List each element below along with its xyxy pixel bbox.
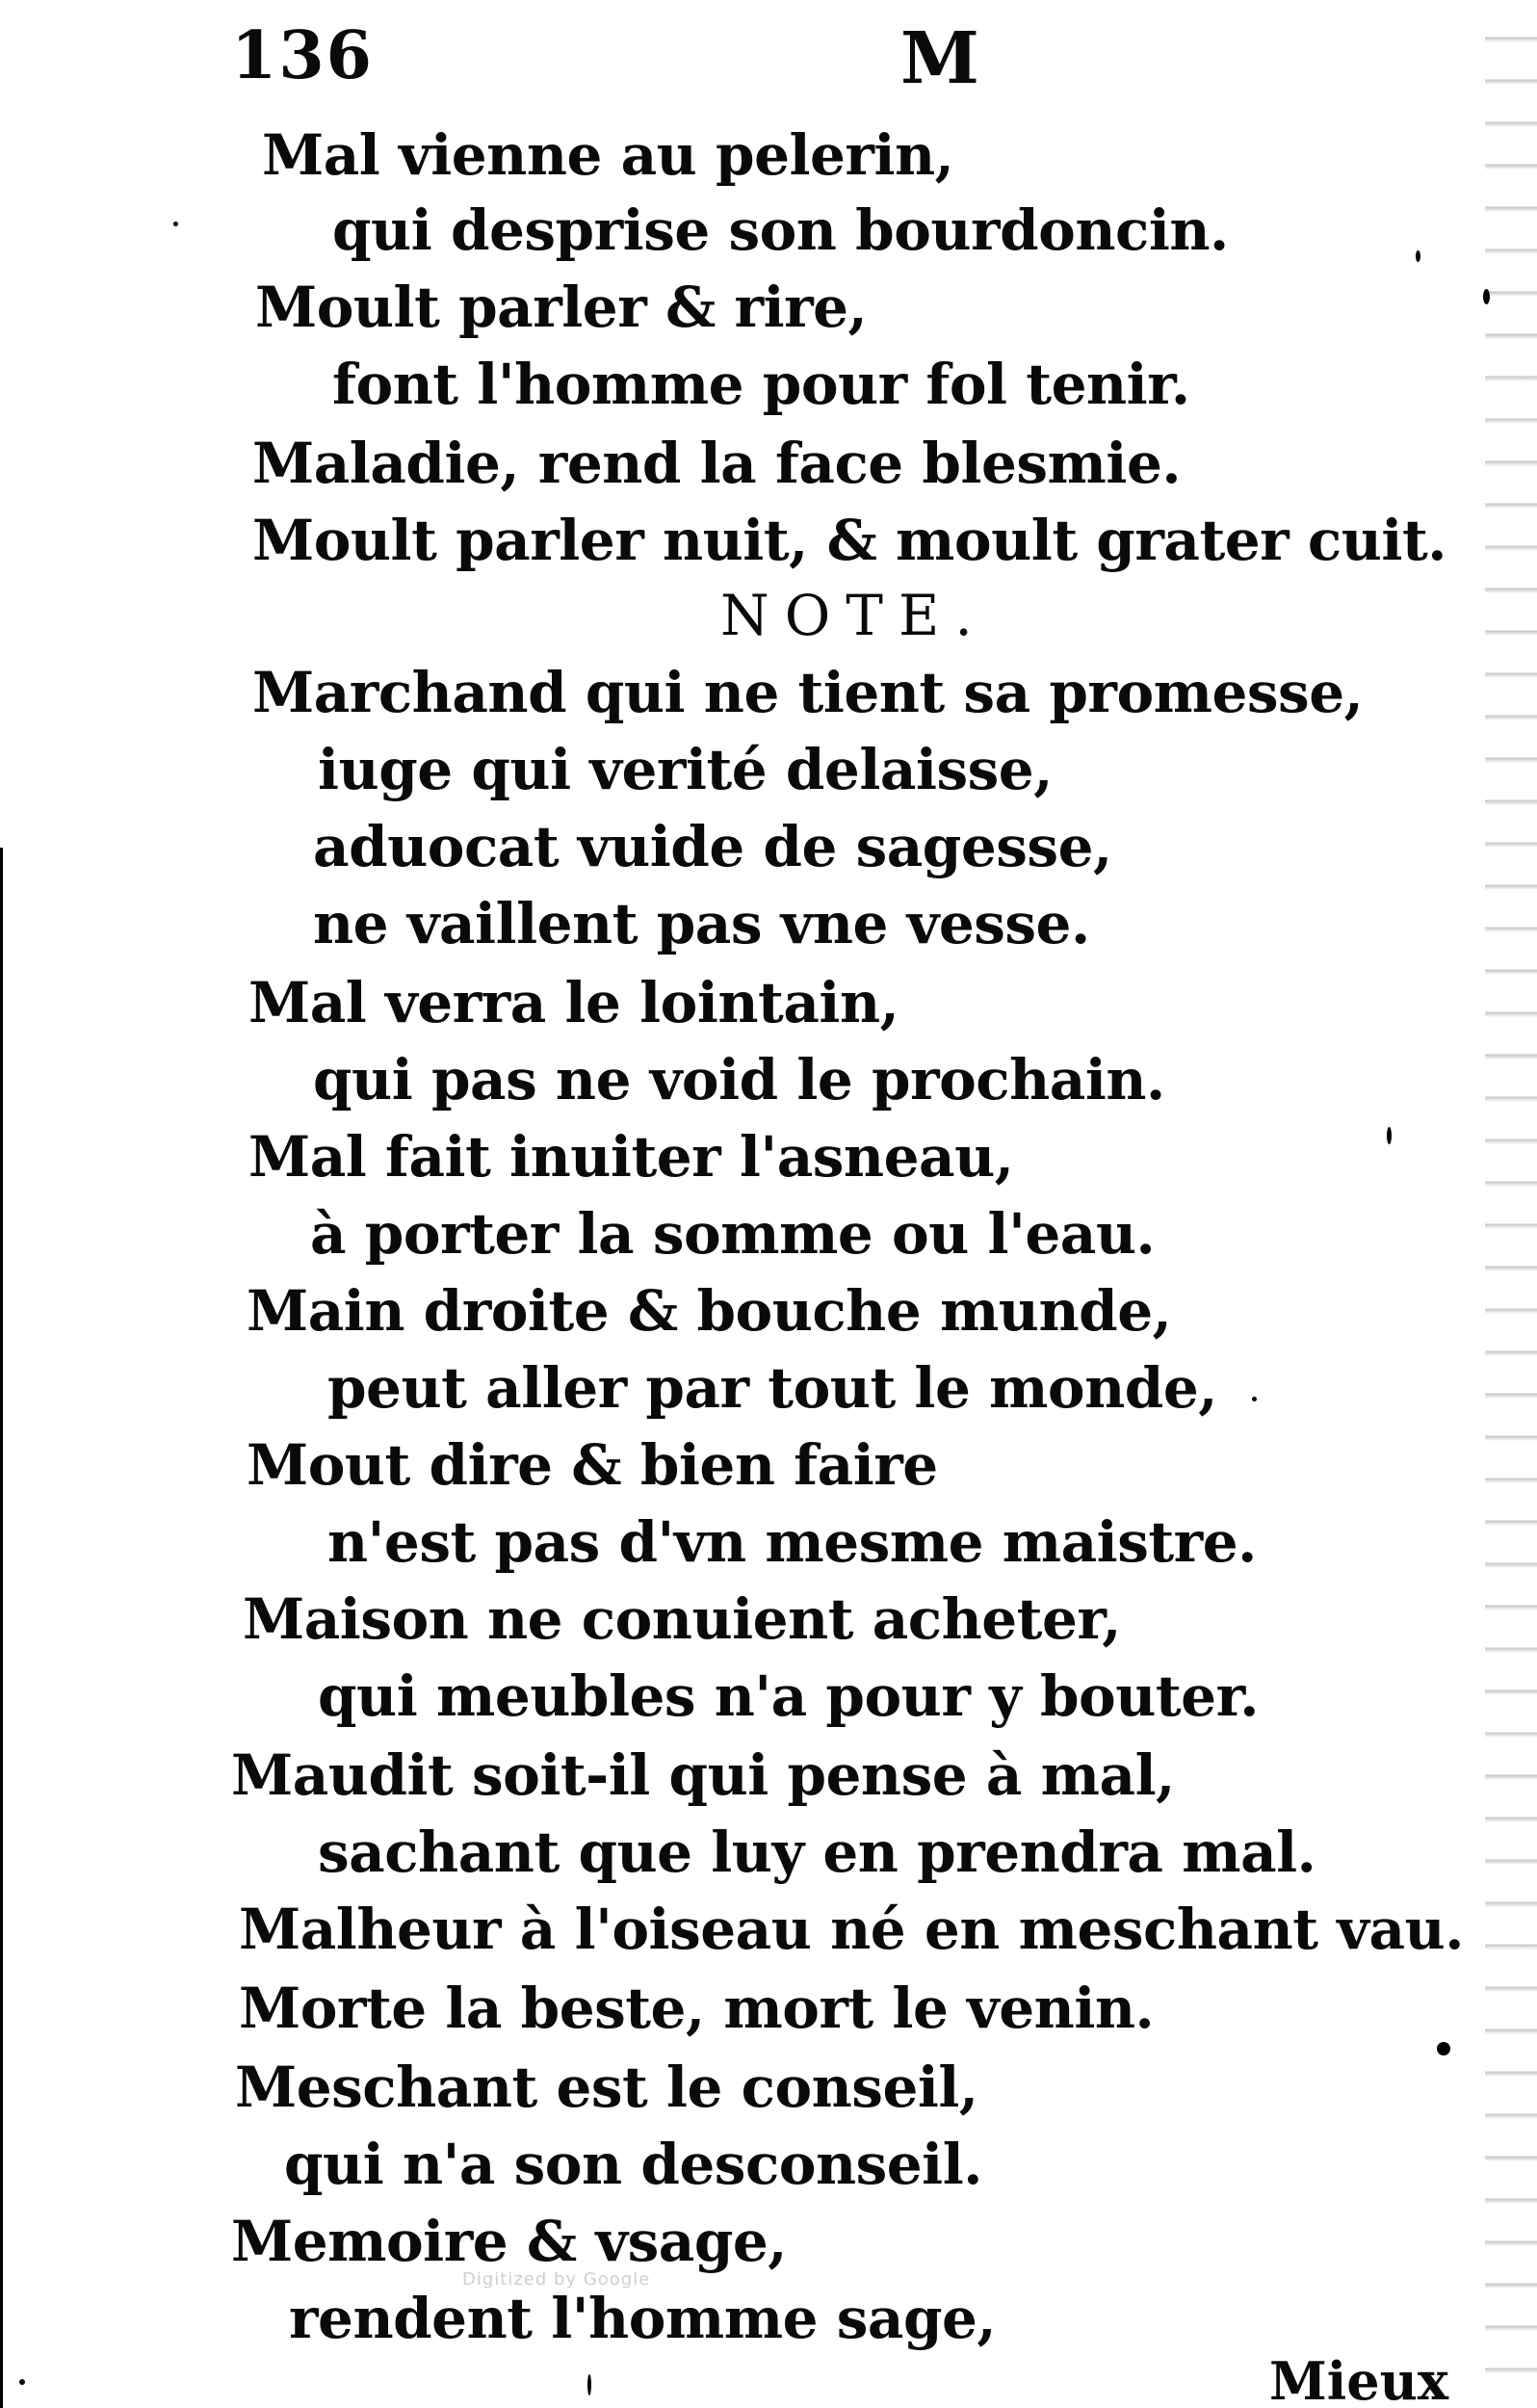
proverb-line: n'est pas d'vn mesme maistre. <box>327 1509 1257 1575</box>
proverb-line: Maladie, rend la face blesmie. <box>252 431 1182 496</box>
proverb-line: rendent l'homme sage, <box>289 2286 997 2351</box>
proverb-line: Moult parler nuit, & moult grater cuit. <box>252 508 1446 573</box>
proverb-line: qui pas ne void le prochain. <box>313 1047 1165 1112</box>
proverb-line: Malheur à l'oiseau né en meschant vau. <box>239 1897 1464 1962</box>
proverb-line: qui desprise son bourdoncin. <box>332 197 1229 263</box>
proverb-line: Mal verra le lointain, <box>248 970 899 1035</box>
ink-speck <box>587 2374 591 2395</box>
proverb-line: Moult parler & rire, <box>255 275 868 340</box>
ink-speck <box>1387 1127 1392 1144</box>
ink-speck <box>19 2379 25 2385</box>
proverb-line: qui meubles n'a pour y bouter. <box>318 1663 1260 1729</box>
proverb-line: aduocat vuide de sagesse, <box>313 814 1112 879</box>
proverb-line: qui n'a son desconseil. <box>284 2132 982 2197</box>
proverb-line: iuge qui verité delaisse, <box>318 737 1053 802</box>
gutter-edge <box>0 848 3 2408</box>
proverb-line: à porter la somme ou l'eau. <box>310 1201 1156 1267</box>
proverb-line: Memoire & vsage, <box>231 2209 787 2274</box>
proverb-line: sachant que luy en prendra mal. <box>318 1819 1316 1885</box>
proverb-line: Mout dire & bien faire <box>247 1432 938 1498</box>
proverb-line: Marchand qui ne tient sa promesse, <box>252 660 1364 725</box>
proverb-line: Morte la beste, mort le venin. <box>239 1976 1155 2041</box>
running-head: M <box>900 17 979 100</box>
ink-speck <box>1483 289 1490 304</box>
proverb-line: font l'homme pour fol tenir. <box>332 352 1190 417</box>
page-number: 136 <box>231 17 374 94</box>
section-heading: NOTE. <box>720 583 988 648</box>
proverb-line: peut aller par tout le monde, <box>327 1355 1217 1421</box>
ink-speck <box>1252 1397 1257 1401</box>
proverb-line: Maison ne conuient acheter, <box>243 1586 1121 1652</box>
ink-speck <box>173 222 178 226</box>
proverb-line: Mal vienne au pelerin, <box>262 122 954 188</box>
proverb-line: Meschant est le conseil, <box>235 2055 978 2120</box>
digitization-watermark: Digitized by Google <box>462 2269 651 2290</box>
page-edge-shadow <box>1485 0 1537 2408</box>
proverb-line: Main droite & bouche munde, <box>247 1278 1172 1344</box>
proverb-line: Mal fait inuiter l'asneau, <box>248 1124 1014 1190</box>
catchword: Mieux <box>1269 2350 1449 2408</box>
proverb-line: ne vaillent pas vne vesse. <box>313 891 1090 956</box>
ink-speck <box>1437 2042 1450 2055</box>
ink-speck <box>1416 250 1420 262</box>
proverb-line: Maudit soit-il qui pense à mal, <box>231 1742 1175 1808</box>
